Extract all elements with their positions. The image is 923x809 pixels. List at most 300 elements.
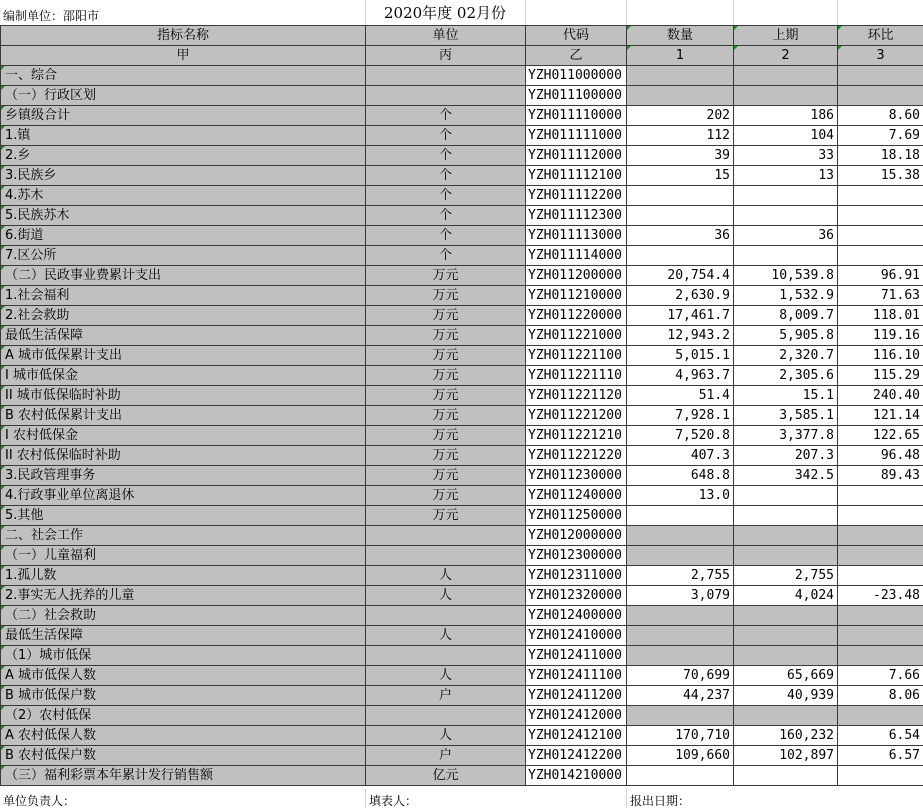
qty-cell[interactable]: 2,755 bbox=[627, 566, 734, 586]
sheet-footer bbox=[0, 789, 923, 808]
sublabel-ratio-text: 3 bbox=[876, 48, 884, 63]
sublabel-qty[interactable] bbox=[627, 46, 734, 66]
grid-line bbox=[626, 0, 627, 25]
ratio-cell[interactable]: 6.57 bbox=[838, 746, 923, 766]
indicator-name-cell[interactable] bbox=[1, 586, 366, 606]
ratio-cell[interactable]: 89.43 bbox=[838, 466, 923, 486]
code-cell[interactable]: YZH011114000 bbox=[526, 246, 627, 266]
prev-cell[interactable]: 36 bbox=[734, 226, 838, 246]
unit-cell[interactable] bbox=[366, 646, 526, 666]
indicator-name-cell[interactable] bbox=[1, 666, 366, 686]
code-cell[interactable]: YZH012320000 bbox=[526, 586, 627, 606]
cell-indicator-icon bbox=[1, 406, 5, 410]
qty-cell[interactable]: 39 bbox=[627, 146, 734, 166]
indicator-name-cell[interactable] bbox=[1, 546, 366, 566]
indicator-name-cell[interactable] bbox=[1, 526, 366, 546]
qty-cell[interactable]: 15 bbox=[627, 166, 734, 186]
code-cell[interactable]: YZH011112100 bbox=[526, 166, 627, 186]
prev-cell[interactable] bbox=[734, 506, 838, 526]
indicator-name: 1.社会福利 bbox=[5, 288, 69, 303]
code-cell[interactable]: YZH011210000 bbox=[526, 286, 627, 306]
ratio-cell[interactable]: 122.65 bbox=[838, 426, 923, 446]
sublabel-prev-text: 2 bbox=[781, 48, 789, 63]
ratio-cell[interactable] bbox=[838, 606, 923, 626]
ratio-cell[interactable] bbox=[838, 66, 923, 86]
unit-cell[interactable]: 个 bbox=[366, 206, 526, 226]
prev-cell[interactable]: 65,669 bbox=[734, 666, 838, 686]
ratio-cell[interactable] bbox=[838, 186, 923, 206]
grid-line bbox=[626, 789, 627, 808]
qty-cell[interactable] bbox=[627, 766, 734, 786]
prev-cell[interactable] bbox=[734, 206, 838, 226]
sublabel-ratio[interactable] bbox=[838, 46, 923, 66]
header-qty[interactable] bbox=[627, 26, 734, 46]
prev-cell[interactable] bbox=[734, 646, 838, 666]
code-cell[interactable]: YZH011112000 bbox=[526, 146, 627, 166]
header-prev-label: 上期 bbox=[772, 28, 798, 43]
ratio-cell[interactable] bbox=[838, 646, 923, 666]
code-cell[interactable]: YZH012410000 bbox=[526, 626, 627, 646]
indicator-name-cell[interactable] bbox=[1, 66, 366, 86]
unit-cell[interactable]: 万元 bbox=[366, 266, 526, 286]
code-cell[interactable]: YZH012412100 bbox=[526, 726, 627, 746]
indicator-name: 5.其他 bbox=[5, 508, 43, 523]
indicator-name: （二）民政事业费累计支出 bbox=[5, 268, 161, 283]
unit-cell[interactable]: 万元 bbox=[366, 386, 526, 406]
qty-cell[interactable]: 3,079 bbox=[627, 586, 734, 606]
table-row bbox=[1, 246, 923, 266]
cell-indicator-icon bbox=[1, 706, 5, 710]
code-cell[interactable]: YZH012400000 bbox=[526, 606, 627, 626]
ratio-cell[interactable] bbox=[838, 526, 923, 546]
code-cell[interactable]: YZH011221210 bbox=[526, 426, 627, 446]
header-name[interactable]: 指标名称 bbox=[1, 26, 366, 46]
prev-cell[interactable]: 3,377.8 bbox=[734, 426, 838, 446]
indicator-name-cell[interactable] bbox=[1, 646, 366, 666]
unit-cell[interactable]: 万元 bbox=[366, 346, 526, 366]
cell-indicator-icon bbox=[1, 246, 5, 250]
indicator-name: （二）社会救助 bbox=[5, 608, 96, 623]
indicator-name-cell[interactable] bbox=[1, 406, 366, 426]
qty-cell[interactable] bbox=[627, 186, 734, 206]
indicator-name-cell[interactable] bbox=[1, 486, 366, 506]
ratio-cell[interactable] bbox=[838, 206, 923, 226]
ratio-cell[interactable]: 116.10 bbox=[838, 346, 923, 366]
unit-cell[interactable] bbox=[366, 66, 526, 86]
cell-indicator-icon bbox=[1, 486, 5, 490]
table-row bbox=[1, 586, 923, 606]
prev-cell[interactable] bbox=[734, 606, 838, 626]
code-cell[interactable]: YZH011221120 bbox=[526, 386, 627, 406]
unit-cell[interactable] bbox=[366, 606, 526, 626]
header-code[interactable]: 代码 bbox=[526, 26, 627, 46]
code-cell[interactable]: YZH011110000 bbox=[526, 106, 627, 126]
unit-cell[interactable]: 万元 bbox=[366, 486, 526, 506]
cell-indicator-icon bbox=[1, 746, 5, 750]
code-cell[interactable]: YZH012411200 bbox=[526, 686, 627, 706]
indicator-name-cell[interactable] bbox=[1, 426, 366, 446]
ratio-cell[interactable] bbox=[838, 626, 923, 646]
ratio-cell[interactable] bbox=[838, 566, 923, 586]
table-row bbox=[1, 706, 923, 726]
qty-cell[interactable]: 112 bbox=[627, 126, 734, 146]
ratio-cell[interactable]: 7.66 bbox=[838, 666, 923, 686]
unit-cell[interactable]: 个 bbox=[366, 106, 526, 126]
unit-cell[interactable]: 万元 bbox=[366, 426, 526, 446]
qty-cell[interactable]: 109,660 bbox=[627, 746, 734, 766]
code-cell[interactable]: YZH012000000 bbox=[526, 526, 627, 546]
code-cell[interactable]: YZH011112300 bbox=[526, 206, 627, 226]
prev-cell[interactable] bbox=[734, 486, 838, 506]
cell-indicator-icon bbox=[627, 46, 631, 50]
report-period: 2020年度 02月份 bbox=[365, 3, 525, 23]
ratio-cell[interactable]: 96.48 bbox=[838, 446, 923, 466]
unit-cell[interactable]: 万元 bbox=[366, 286, 526, 306]
qty-cell[interactable]: 648.8 bbox=[627, 466, 734, 486]
sublabel-unit[interactable]: 丙 bbox=[366, 46, 526, 66]
indicator-name: A 农村低保人数 bbox=[5, 728, 96, 743]
prev-cell[interactable]: 207.3 bbox=[734, 446, 838, 466]
table-row bbox=[1, 566, 923, 586]
sublabel-qty-text: 1 bbox=[676, 48, 684, 63]
qty-cell[interactable]: 51.4 bbox=[627, 386, 734, 406]
indicator-name: 5.民族苏木 bbox=[5, 208, 69, 223]
unit-cell[interactable]: 万元 bbox=[366, 306, 526, 326]
indicator-name: I 城市低保金 bbox=[5, 368, 78, 383]
indicator-name-cell[interactable] bbox=[1, 326, 366, 346]
grid-line bbox=[525, 0, 526, 25]
unit-cell[interactable]: 万元 bbox=[366, 506, 526, 526]
indicator-name-cell[interactable] bbox=[1, 746, 366, 766]
indicator-name-cell[interactable] bbox=[1, 86, 366, 106]
code-cell[interactable]: YZH011113000 bbox=[526, 226, 627, 246]
indicator-name-cell[interactable] bbox=[1, 726, 366, 746]
code-cell[interactable]: YZH011221000 bbox=[526, 326, 627, 346]
indicator-name-cell[interactable] bbox=[1, 506, 366, 526]
unit-cell[interactable]: 亿元 bbox=[366, 766, 526, 786]
indicator-name-cell[interactable] bbox=[1, 446, 366, 466]
code-cell[interactable]: YZH011220000 bbox=[526, 306, 627, 326]
qty-cell[interactable] bbox=[627, 206, 734, 226]
table-row bbox=[1, 386, 923, 406]
unit-cell[interactable]: 个 bbox=[366, 226, 526, 246]
table-row bbox=[1, 346, 923, 366]
grid-line bbox=[837, 0, 838, 25]
indicator-name-cell[interactable] bbox=[1, 106, 366, 126]
code-cell[interactable]: YZH011112200 bbox=[526, 186, 627, 206]
unit-cell[interactable]: 户 bbox=[366, 746, 526, 766]
indicator-name-cell[interactable] bbox=[1, 386, 366, 406]
unit-cell[interactable]: 户 bbox=[366, 686, 526, 706]
cell-indicator-icon bbox=[1, 146, 5, 150]
indicator-name: II 城市低保临时补助 bbox=[5, 388, 121, 403]
indicator-name: 最低生活保障 bbox=[5, 328, 83, 343]
cell-indicator-icon bbox=[1, 566, 5, 570]
cell-indicator-icon bbox=[1, 226, 5, 230]
unit-cell[interactable]: 万元 bbox=[366, 326, 526, 346]
indicator-name-cell[interactable] bbox=[1, 606, 366, 626]
code-cell[interactable]: YZH011221100 bbox=[526, 346, 627, 366]
indicator-name-cell[interactable] bbox=[1, 706, 366, 726]
indicator-name-cell[interactable] bbox=[1, 366, 366, 386]
code-cell[interactable]: YZH011111000 bbox=[526, 126, 627, 146]
indicator-name: 最低生活保障 bbox=[5, 628, 83, 643]
indicator-name: 6.街道 bbox=[5, 228, 43, 243]
unit-cell[interactable]: 万元 bbox=[366, 366, 526, 386]
cell-indicator-icon bbox=[1, 106, 5, 110]
footer-leader: 单位负责人： bbox=[3, 792, 75, 809]
cell-indicator-icon bbox=[1, 186, 5, 190]
code-cell[interactable]: YZH012300000 bbox=[526, 546, 627, 566]
unit-cell[interactable]: 人 bbox=[366, 626, 526, 646]
qty-cell[interactable]: 36 bbox=[627, 226, 734, 246]
code-cell[interactable]: YZH012411000 bbox=[526, 646, 627, 666]
code-cell[interactable]: YZH011230000 bbox=[526, 466, 627, 486]
cell-indicator-icon bbox=[1, 626, 5, 630]
unit-cell[interactable]: 个 bbox=[366, 166, 526, 186]
prev-cell[interactable]: 5,905.8 bbox=[734, 326, 838, 346]
cell-indicator-icon bbox=[1, 266, 5, 270]
indicator-name-cell[interactable] bbox=[1, 306, 366, 326]
table-row bbox=[1, 306, 923, 326]
indicator-name-cell[interactable] bbox=[1, 286, 366, 306]
unit-cell[interactable]: 万元 bbox=[366, 466, 526, 486]
ratio-cell[interactable] bbox=[838, 246, 923, 266]
ratio-cell[interactable]: 115.29 bbox=[838, 366, 923, 386]
indicator-name: （三）福利彩票本年累计发行销售额 bbox=[5, 768, 213, 783]
unit-cell[interactable]: 个 bbox=[366, 146, 526, 166]
prev-cell[interactable]: 2,320.7 bbox=[734, 346, 838, 366]
prev-cell[interactable] bbox=[734, 706, 838, 726]
cell-indicator-icon bbox=[1, 686, 5, 690]
indicator-name-cell[interactable] bbox=[1, 466, 366, 486]
indicator-name-cell[interactable] bbox=[1, 566, 366, 586]
qty-cell[interactable] bbox=[627, 246, 734, 266]
ratio-cell[interactable]: 15.38 bbox=[838, 166, 923, 186]
qty-cell[interactable] bbox=[627, 606, 734, 626]
prev-cell[interactable]: 186 bbox=[734, 106, 838, 126]
cell-indicator-icon bbox=[1, 306, 5, 310]
indicator-name-cell[interactable] bbox=[1, 226, 366, 246]
indicator-name-cell[interactable] bbox=[1, 186, 366, 206]
qty-cell[interactable] bbox=[627, 86, 734, 106]
ratio-cell[interactable]: 6.54 bbox=[838, 726, 923, 746]
prev-cell[interactable]: 4,024 bbox=[734, 586, 838, 606]
prev-cell[interactable]: 1,532.9 bbox=[734, 286, 838, 306]
indicator-name-cell[interactable] bbox=[1, 126, 366, 146]
grid-line bbox=[733, 0, 734, 25]
unit-cell[interactable] bbox=[366, 546, 526, 566]
qty-cell[interactable]: 407.3 bbox=[627, 446, 734, 466]
qty-cell[interactable]: 170,710 bbox=[627, 726, 734, 746]
unit-cell[interactable] bbox=[366, 86, 526, 106]
indicator-name-cell[interactable] bbox=[1, 346, 366, 366]
qty-cell[interactable] bbox=[627, 646, 734, 666]
prev-cell[interactable]: 2,755 bbox=[734, 566, 838, 586]
qty-cell[interactable]: 44,237 bbox=[627, 686, 734, 706]
prev-cell[interactable]: 2,305.6 bbox=[734, 366, 838, 386]
indicator-name-cell[interactable] bbox=[1, 206, 366, 226]
header-unit[interactable]: 单位 bbox=[366, 26, 526, 46]
indicator-name-cell[interactable] bbox=[1, 626, 366, 646]
ratio-cell[interactable] bbox=[838, 546, 923, 566]
unit-cell[interactable]: 万元 bbox=[366, 446, 526, 466]
prev-cell[interactable]: 10,539.8 bbox=[734, 266, 838, 286]
table-row bbox=[1, 266, 923, 286]
code-cell[interactable]: YZH011240000 bbox=[526, 486, 627, 506]
prev-cell[interactable]: 15.1 bbox=[734, 386, 838, 406]
unit-cell[interactable]: 人 bbox=[366, 726, 526, 746]
qty-cell[interactable]: 202 bbox=[627, 106, 734, 126]
ratio-cell[interactable] bbox=[838, 86, 923, 106]
sublabel-prev[interactable] bbox=[734, 46, 838, 66]
ratio-cell[interactable]: 121.14 bbox=[838, 406, 923, 426]
indicator-name-cell[interactable] bbox=[1, 766, 366, 786]
cell-indicator-icon bbox=[1, 646, 5, 650]
prev-cell[interactable]: 104 bbox=[734, 126, 838, 146]
prev-cell[interactable]: 342.5 bbox=[734, 466, 838, 486]
cell-indicator-icon bbox=[1, 66, 5, 70]
ratio-cell[interactable] bbox=[838, 706, 923, 726]
qty-cell[interactable]: 7,928.1 bbox=[627, 406, 734, 426]
indicator-name-cell[interactable] bbox=[1, 166, 366, 186]
prev-cell[interactable]: 160,232 bbox=[734, 726, 838, 746]
qty-cell[interactable]: 4,963.7 bbox=[627, 366, 734, 386]
qty-cell[interactable] bbox=[627, 66, 734, 86]
code-cell[interactable]: YZH011000000 bbox=[526, 66, 627, 86]
qty-cell[interactable]: 2,630.9 bbox=[627, 286, 734, 306]
cell-indicator-icon bbox=[1, 446, 5, 450]
code-cell[interactable]: YZH012412000 bbox=[526, 706, 627, 726]
prev-cell[interactable]: 3,585.1 bbox=[734, 406, 838, 426]
indicator-name: 3.民政管理事务 bbox=[5, 468, 95, 483]
code-cell[interactable]: YZH011200000 bbox=[526, 266, 627, 286]
indicator-name: （2）农村低保 bbox=[5, 708, 91, 723]
code-cell[interactable]: YZH011100000 bbox=[526, 86, 627, 106]
qty-cell[interactable]: 17,461.7 bbox=[627, 306, 734, 326]
prev-cell[interactable] bbox=[734, 766, 838, 786]
indicator-name: 1.孤儿数 bbox=[5, 568, 56, 583]
unit-cell[interactable]: 人 bbox=[366, 566, 526, 586]
sublabel-name[interactable]: 甲 bbox=[1, 46, 366, 66]
qty-cell[interactable]: 70,699 bbox=[627, 666, 734, 686]
table-row bbox=[1, 426, 923, 446]
prev-cell[interactable]: 102,897 bbox=[734, 746, 838, 766]
indicator-name: II 农村低保临时补助 bbox=[5, 448, 121, 463]
statistics-table bbox=[0, 25, 923, 786]
prev-cell[interactable] bbox=[734, 526, 838, 546]
code-cell[interactable]: YZH012411100 bbox=[526, 666, 627, 686]
code-cell[interactable]: YZH012412200 bbox=[526, 746, 627, 766]
ratio-cell[interactable]: -23.48 bbox=[838, 586, 923, 606]
prev-cell[interactable]: 40,939 bbox=[734, 686, 838, 706]
code-cell[interactable]: YZH012311000 bbox=[526, 566, 627, 586]
header-ratio[interactable] bbox=[838, 26, 923, 46]
compiling-unit: 编制单位：邵阳市 bbox=[3, 9, 99, 23]
sublabel-code[interactable]: 乙 bbox=[526, 46, 627, 66]
ratio-cell[interactable]: 96.91 bbox=[838, 266, 923, 286]
ratio-cell[interactable]: 8.06 bbox=[838, 686, 923, 706]
prev-cell[interactable] bbox=[734, 626, 838, 646]
qty-cell[interactable]: 7,520.8 bbox=[627, 426, 734, 446]
cell-indicator-icon bbox=[1, 526, 5, 530]
qty-cell[interactable] bbox=[627, 546, 734, 566]
prev-cell[interactable]: 8,009.7 bbox=[734, 306, 838, 326]
table-row bbox=[1, 66, 923, 86]
prev-cell[interactable] bbox=[734, 186, 838, 206]
qty-cell[interactable] bbox=[627, 526, 734, 546]
unit-cell[interactable]: 个 bbox=[366, 246, 526, 266]
indicator-name-cell[interactable] bbox=[1, 246, 366, 266]
prev-cell[interactable]: 13 bbox=[734, 166, 838, 186]
table-row bbox=[1, 126, 923, 146]
unit-cell[interactable]: 个 bbox=[366, 126, 526, 146]
ratio-cell[interactable]: 71.63 bbox=[838, 286, 923, 306]
prev-cell[interactable] bbox=[734, 546, 838, 566]
indicator-name-cell[interactable] bbox=[1, 686, 366, 706]
ratio-cell[interactable] bbox=[838, 486, 923, 506]
table-row bbox=[1, 506, 923, 526]
unit-cell[interactable] bbox=[366, 706, 526, 726]
sheet-title-bar bbox=[0, 0, 923, 25]
unit-cell[interactable]: 万元 bbox=[366, 406, 526, 426]
prev-cell[interactable] bbox=[734, 86, 838, 106]
indicator-name: 7.区公所 bbox=[5, 248, 56, 263]
unit-cell[interactable]: 人 bbox=[366, 666, 526, 686]
indicator-name: （一）儿童福利 bbox=[5, 548, 96, 563]
code-cell[interactable]: YZH011221220 bbox=[526, 446, 627, 466]
ratio-cell[interactable]: 118.01 bbox=[838, 306, 923, 326]
indicator-name: B 城市低保户数 bbox=[5, 688, 96, 703]
ratio-cell[interactable]: 240.40 bbox=[838, 386, 923, 406]
qty-cell[interactable] bbox=[627, 706, 734, 726]
indicator-name-cell[interactable] bbox=[1, 146, 366, 166]
code-cell[interactable]: YZH014210000 bbox=[526, 766, 627, 786]
code-cell[interactable]: YZH011221200 bbox=[526, 406, 627, 426]
ratio-cell[interactable] bbox=[838, 506, 923, 526]
table-row bbox=[1, 606, 923, 626]
header-qty-label: 数量 bbox=[667, 28, 693, 43]
header-prev[interactable] bbox=[734, 26, 838, 46]
footer-date: 报出日期： bbox=[630, 792, 690, 809]
code-cell[interactable]: YZH011250000 bbox=[526, 506, 627, 526]
cell-indicator-icon bbox=[1, 166, 5, 170]
qty-cell[interactable] bbox=[627, 626, 734, 646]
qty-cell[interactable]: 20,754.4 bbox=[627, 266, 734, 286]
unit-cell[interactable]: 个 bbox=[366, 186, 526, 206]
ratio-cell[interactable] bbox=[838, 226, 923, 246]
ratio-cell[interactable]: 7.69 bbox=[838, 126, 923, 146]
footer-filler: 填表人： bbox=[369, 792, 417, 809]
ratio-cell[interactable] bbox=[838, 766, 923, 786]
prev-cell[interactable]: 33 bbox=[734, 146, 838, 166]
unit-cell[interactable]: 人 bbox=[366, 586, 526, 606]
qty-cell[interactable]: 12,943.2 bbox=[627, 326, 734, 346]
qty-cell[interactable]: 13.0 bbox=[627, 486, 734, 506]
qty-cell[interactable]: 5,015.1 bbox=[627, 346, 734, 366]
unit-cell[interactable] bbox=[366, 526, 526, 546]
code-cell[interactable]: YZH011221110 bbox=[526, 366, 627, 386]
ratio-cell[interactable]: 18.18 bbox=[838, 146, 923, 166]
ratio-cell[interactable]: 8.60 bbox=[838, 106, 923, 126]
qty-cell[interactable] bbox=[627, 506, 734, 526]
indicator-name-cell[interactable] bbox=[1, 266, 366, 286]
prev-cell[interactable] bbox=[734, 66, 838, 86]
ratio-cell[interactable]: 119.16 bbox=[838, 326, 923, 346]
table-row bbox=[1, 406, 923, 426]
cell-indicator-icon bbox=[1, 86, 5, 90]
prev-cell[interactable] bbox=[734, 246, 838, 266]
